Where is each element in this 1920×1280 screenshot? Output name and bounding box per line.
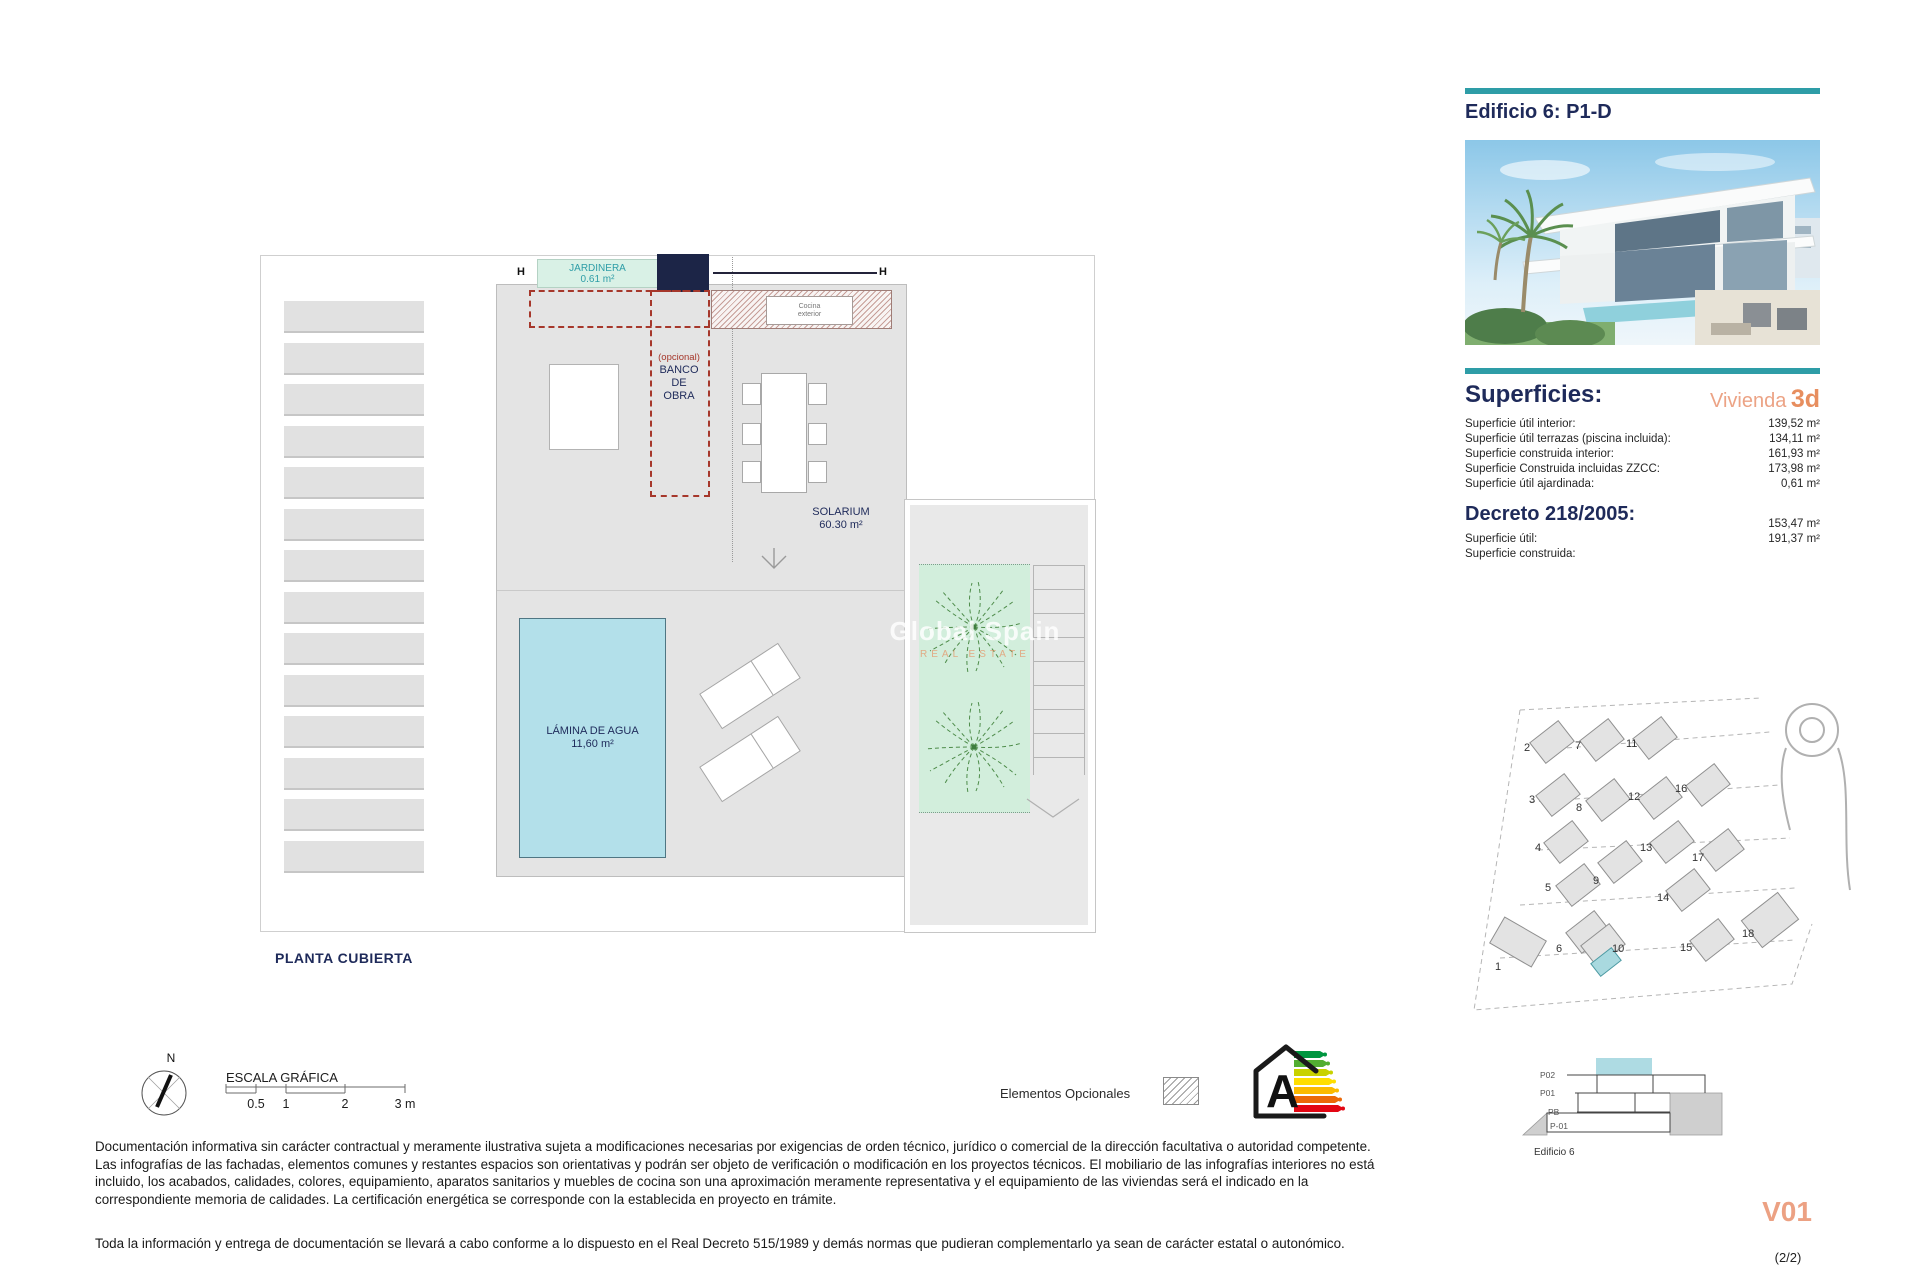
svg-text:3: 3 bbox=[1529, 794, 1536, 806]
chair bbox=[742, 423, 761, 445]
stairs-arrow-icon bbox=[1023, 795, 1083, 821]
palm-trees-drawing bbox=[919, 565, 1030, 812]
svg-text:11: 11 bbox=[1626, 738, 1638, 750]
page-title: Edificio 6: P1-D bbox=[1465, 101, 1612, 123]
chair bbox=[742, 461, 761, 483]
slope-arrow-icon bbox=[756, 546, 792, 576]
pool-area: 11,60 m² bbox=[571, 738, 614, 750]
svg-text:14: 14 bbox=[1657, 892, 1670, 904]
building-section-diagram bbox=[1520, 1050, 1780, 1165]
chair bbox=[808, 461, 827, 483]
svg-text:A: A bbox=[1266, 1065, 1300, 1117]
svg-text:9: 9 bbox=[1593, 875, 1600, 887]
svg-text:18: 18 bbox=[1742, 928, 1755, 940]
pool-label: LÁMINA DE AGUA bbox=[546, 725, 639, 737]
plan-caption: PLANTA CUBIERTA bbox=[275, 950, 413, 966]
building-render-image bbox=[1465, 140, 1820, 345]
scale-tick: 3 m bbox=[394, 1097, 416, 1111]
legal-paragraph-1: Documentación informativa sin carácter contractual y meramente ilustrativa sujeta a modificaciones necesarias por exigencias de orden técnico, jurídico o comercial de la dirección facultativa o autoridad competente. Las infografías de las fachadas, elementos comunes y restantes espacios son orientativas y podrán ser objeto de verificación o modificación en los proyectos técnicos. El mobiliario de las infografías interiores no está incluido, los acabados, calidades, colores, equipamiento, aparatos sanitarios y muebles de cocina son una aproximación meramente representativa y el equipamiento de las viviendas será el indicado en la correspondiente memoria de calidades. La certificación energética se corresponde con la establecida en proyecto en trámite. bbox=[95, 1139, 1375, 1207]
svg-text:P02: P02 bbox=[1540, 1070, 1556, 1080]
side-terrace-panel bbox=[904, 499, 1096, 933]
pool bbox=[519, 618, 666, 858]
surface-row: Superficie útil ajardinada: 0,61 m² bbox=[1465, 478, 1820, 490]
planted-bed bbox=[919, 564, 1030, 813]
dining-table bbox=[761, 373, 807, 493]
site-map bbox=[1460, 690, 1860, 1040]
highlighted-floor bbox=[1596, 1058, 1652, 1075]
decreto-label-construida: Superficie construida: bbox=[1465, 548, 1576, 560]
svg-text:10: 10 bbox=[1612, 943, 1625, 955]
scale-tick: 1 bbox=[282, 1097, 290, 1111]
scale-title: ESCALA GRÁFICA bbox=[226, 1070, 338, 1085]
dimension-line bbox=[713, 272, 877, 274]
svg-text:P-01: P-01 bbox=[1550, 1121, 1568, 1131]
svg-text:6: 6 bbox=[1556, 943, 1563, 955]
svg-text:P01: P01 bbox=[1540, 1088, 1556, 1098]
optional-elements-label: Elementos Opcionales bbox=[1000, 1086, 1131, 1101]
chimney-box bbox=[657, 254, 709, 292]
surface-row: Superficie útil interior: 139,52 m² bbox=[1465, 418, 1820, 430]
pergola-slats bbox=[284, 301, 424, 873]
north-arrow-icon bbox=[133, 1048, 199, 1120]
jardinera-label: JARDINERA bbox=[569, 262, 626, 274]
dim-mark-left: H bbox=[517, 266, 525, 278]
svg-text:8: 8 bbox=[1576, 802, 1583, 814]
svg-text:2: 2 bbox=[1524, 742, 1531, 754]
surface-row: Superficie construida interior: 161,93 m² bbox=[1465, 448, 1820, 460]
legal-paragraph-2: Toda la información y entrega de documentación se llevará a cabo conforme a lo dispuesto en el Real Decreto 515/1989 y demás normas que pudieran complementarlo ya sean de carácter estatal o autonómico. bbox=[95, 1236, 1345, 1251]
svg-text:5: 5 bbox=[1545, 882, 1552, 894]
chair bbox=[742, 383, 761, 405]
energy-rating-icon bbox=[1248, 1040, 1348, 1124]
svg-text:17: 17 bbox=[1692, 852, 1705, 864]
roof-edge-line bbox=[497, 590, 906, 591]
svg-text:13: 13 bbox=[1640, 842, 1653, 854]
svg-text:PB: PB bbox=[1548, 1107, 1560, 1117]
decreto-label-util: Superficie útil: bbox=[1465, 533, 1538, 545]
surface-row: Superficie Construida incluidas ZZCC: 173,98 m² bbox=[1465, 463, 1820, 475]
graphic-scale-bar bbox=[224, 1084, 410, 1096]
header-rule-bottom bbox=[1465, 368, 1820, 374]
solarium-label: SOLARIUM 60.30 m² bbox=[812, 506, 870, 531]
chair bbox=[808, 423, 827, 445]
floor-plan-panel bbox=[260, 255, 1095, 932]
svg-text:15: 15 bbox=[1680, 942, 1693, 954]
scale-tick: 2 bbox=[341, 1097, 349, 1111]
svg-text:N: N bbox=[166, 1051, 176, 1065]
scale-tick: 0.5 bbox=[247, 1097, 265, 1111]
svg-text:12: 12 bbox=[1628, 791, 1641, 803]
dim-mark-right: H bbox=[879, 266, 887, 278]
version-code: V01 bbox=[1762, 1196, 1812, 1227]
svg-text:4: 4 bbox=[1535, 842, 1542, 854]
vivienda-label: Vivienda bbox=[1710, 390, 1787, 412]
svg-text:16: 16 bbox=[1675, 783, 1688, 795]
vivienda-tag bbox=[1600, 385, 1820, 414]
header-rule-top bbox=[1465, 88, 1820, 94]
superficies-title: Superficies: bbox=[1465, 381, 1603, 408]
svg-text:1: 1 bbox=[1495, 961, 1502, 973]
decreto-title: Decreto 218/2005: bbox=[1465, 503, 1636, 525]
skylight bbox=[549, 364, 619, 450]
jardinera-area: 0.61 m² bbox=[580, 273, 615, 285]
bench-optional-note: (opcional) bbox=[658, 352, 700, 363]
hatch-legend-swatch bbox=[1163, 1077, 1199, 1105]
outdoor-kitchen-tag: Cocina exterior bbox=[766, 296, 853, 325]
jardinera-planter bbox=[537, 259, 658, 288]
decreto-values: 153,47 m² 191,37 m² bbox=[1768, 518, 1820, 545]
vivienda-value: 3d bbox=[1790, 385, 1820, 413]
bench-label: (opcional) BANCO DE OBRA bbox=[647, 351, 711, 403]
staircase bbox=[1033, 565, 1085, 775]
chair bbox=[808, 383, 827, 405]
watermark: Global Spain REAL ESTATE bbox=[889, 616, 1061, 660]
surface-row: Superficie útil terrazas (piscina incluida): 134,11 m² bbox=[1465, 433, 1820, 445]
svg-text:Edificio 6: Edificio 6 bbox=[1534, 1147, 1575, 1158]
svg-text:7: 7 bbox=[1575, 740, 1582, 752]
page-indicator: (2/2) bbox=[1774, 1250, 1802, 1265]
